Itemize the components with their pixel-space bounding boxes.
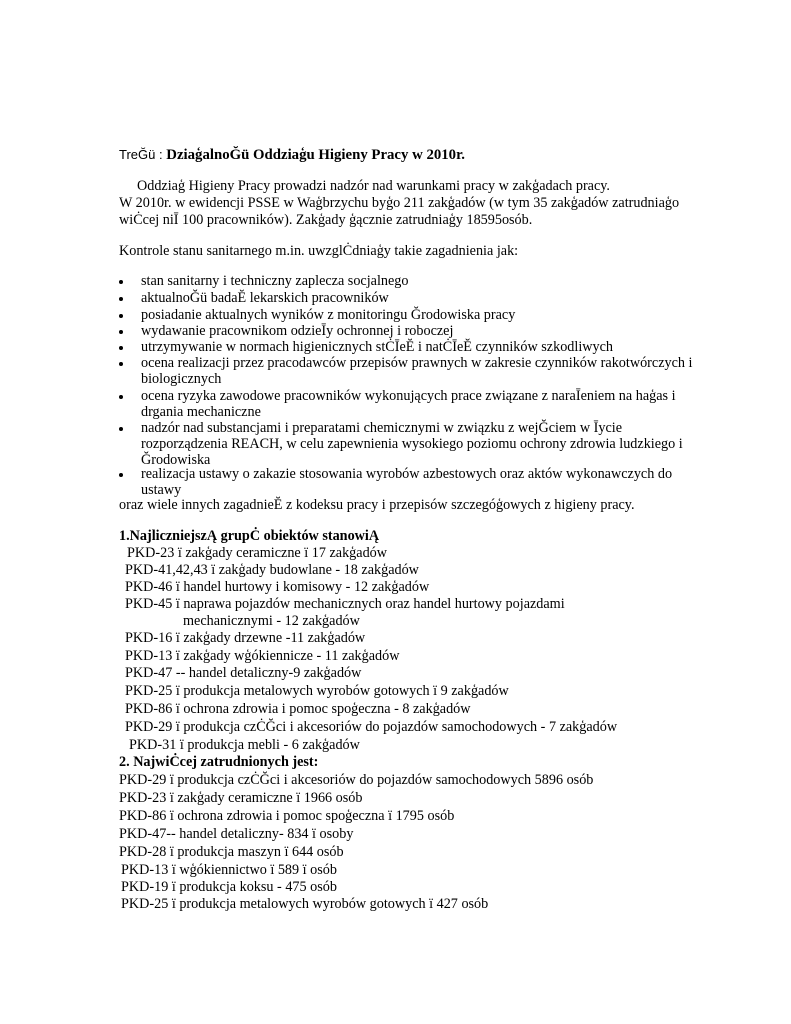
bullet-icon xyxy=(119,297,123,301)
bullet-text: utrzymywanie w normach higienicznych stĊĪeĔ i natĊĪeĔ czynników szkodliwych xyxy=(141,339,613,355)
bullet-icon xyxy=(119,346,123,350)
section2-item: PKD-29 ï produkcja czĊĞci i akcesoriów do pojazdów samochodowych 5896 osób xyxy=(119,772,594,788)
bullet-text: stan sanitarny i techniczny zaplecza socjalnego xyxy=(141,273,409,289)
section2-item: PKD-23 ï zakģady ceramiczne ï 1966 osób xyxy=(119,790,363,806)
section1-item: PKD-46 ï handel hurtowy i komisowy - 12 zakģadów xyxy=(125,579,430,595)
section1-heading: 1.NajliczniejszĄ grupĊ obiektów stanowiĄ xyxy=(119,528,380,544)
bullet-text: realizacja ustawy o zakazie stosowania wyrobów azbestowych oraz aktów wykonawczych do xyxy=(141,466,673,482)
bullet-icon xyxy=(119,362,123,366)
section1-item: PKD-45 ï naprawa pojazdów mechanicznych oraz handel hurtowy pojazdami xyxy=(125,596,565,612)
title-heading: DziaģalnoĞü Oddziaģu Higieny Pracy w 2010r. xyxy=(166,147,465,163)
bullet-icon xyxy=(119,427,123,431)
bullet-text-continued: drgania mechaniczne xyxy=(141,404,261,420)
bullet-text: ocena ryzyka zawodowe pracowników wykonujących prace związane z naraĪeniem na haģas i xyxy=(141,388,676,404)
bullet-text-continued: biologicznych xyxy=(141,371,222,387)
section2-item: PKD-13 ï wģókiennictwo ï 589 ï osób xyxy=(121,862,337,878)
section2-heading: 2. NajwiĊcej zatrudnionych jest: xyxy=(119,754,319,770)
bullet-icon xyxy=(119,314,123,318)
intro-line-2: W 2010r. w ewidencji PSSE w Waģbrzychu byģo 211 zakģadów (w tym 35 zakģadów zatrudniaģo xyxy=(119,195,680,211)
bullet-text: wydawanie pracownikom odzieĪy ochronnej i roboczej xyxy=(141,323,454,339)
bullet-text-continued: ustawy xyxy=(141,482,182,498)
section1-item: PKD-29 ï produkcja czĊĞci i akcesoriów do pojazdów samochodowych - 7 zakģadów xyxy=(125,719,618,735)
section1-item: PKD-13 ï zakģady wģókiennicze - 11 zakģadów xyxy=(125,648,400,664)
section2-item: PKD-25 ï produkcja metalowych wyrobów gotowych ï 427 osób xyxy=(121,896,489,912)
closing-line: oraz wiele innych zagadnieĔ z kodeksu pracy i przepisów szczegóģowych z higieny pracy. xyxy=(119,497,635,513)
controls-intro: Kontrole stanu sanitarnego m.in. uwzglĊdniaģy takie zagadnienia jak: xyxy=(119,243,519,259)
bullet-text-continued: Ğrodowiska xyxy=(141,452,211,468)
bullet-icon xyxy=(119,473,123,477)
intro-line-1: Oddziaģ Higieny Pracy prowadzi nadzór nad warunkami pracy w zakģadach pracy. xyxy=(137,178,610,194)
section1-item: PKD-31 ï produkcja mebli - 6 zakģadów xyxy=(129,737,360,753)
section1-item: PKD-16 ï zakģady drzewne -11 zakģadów xyxy=(125,630,366,646)
bullet-text: nadzór nad substancjami i preparatami chemicznymi w związku z wejĞciem w Īycie xyxy=(141,420,622,436)
section2-item: PKD-19 ï produkcja koksu - 475 osób xyxy=(121,879,337,895)
section1-item: PKD-47 -- handel detaliczny-9 zakģadów xyxy=(125,665,362,681)
bullet-text: aktualnoĞü badaĔ lekarskich pracowników xyxy=(141,290,389,306)
intro-line-3: wiĊcej niĪ 100 pracowników). Zakģady ģącznie zatrudniaģy 18595osób. xyxy=(119,212,533,228)
bullet-icon xyxy=(119,330,123,334)
bullet-text: ocena realizacji przez pracodawców przepisów prawnych w zakresie czynników rakotwórczych i xyxy=(141,355,693,371)
section2-item: PKD-28 ï produkcja maszyn ï 644 osób xyxy=(119,844,344,860)
section1-item: PKD-23 ï zakģady ceramiczne ï 17 zakģadów xyxy=(127,545,388,561)
section1-item: PKD-25 ï produkcja metalowych wyrobów gotowych ï 9 zakģadów xyxy=(125,683,509,699)
section1-item-continued: mechanicznymi - 12 zakģadów xyxy=(183,613,360,629)
bullet-icon xyxy=(119,395,123,399)
bullet-text: posiadanie aktualnych wyników z monitoringu Ğrodowiska pracy xyxy=(141,307,516,323)
section1-item: PKD-86 ï ochrona zdrowia i pomoc spoģeczna - 8 zakģadów xyxy=(125,701,471,717)
document-title xyxy=(119,146,465,165)
bullet-icon xyxy=(119,280,123,284)
section2-item: PKD-47-- handel detaliczny- 834 ï osoby xyxy=(119,826,354,842)
bullet-text-continued: rozporządzenia REACH, w celu zapewnienia wysokiego poziomu ochrony zdrowia ludzkiego i xyxy=(141,436,683,452)
section2-item: PKD-86 ï ochrona zdrowia i pomoc spoģeczna ï 1795 osób xyxy=(119,808,455,824)
section1-item: PKD-41,42,43 ï zakģady budowlane - 18 zakģadów xyxy=(125,562,419,578)
title-prefix: TreĞü : xyxy=(119,147,163,162)
